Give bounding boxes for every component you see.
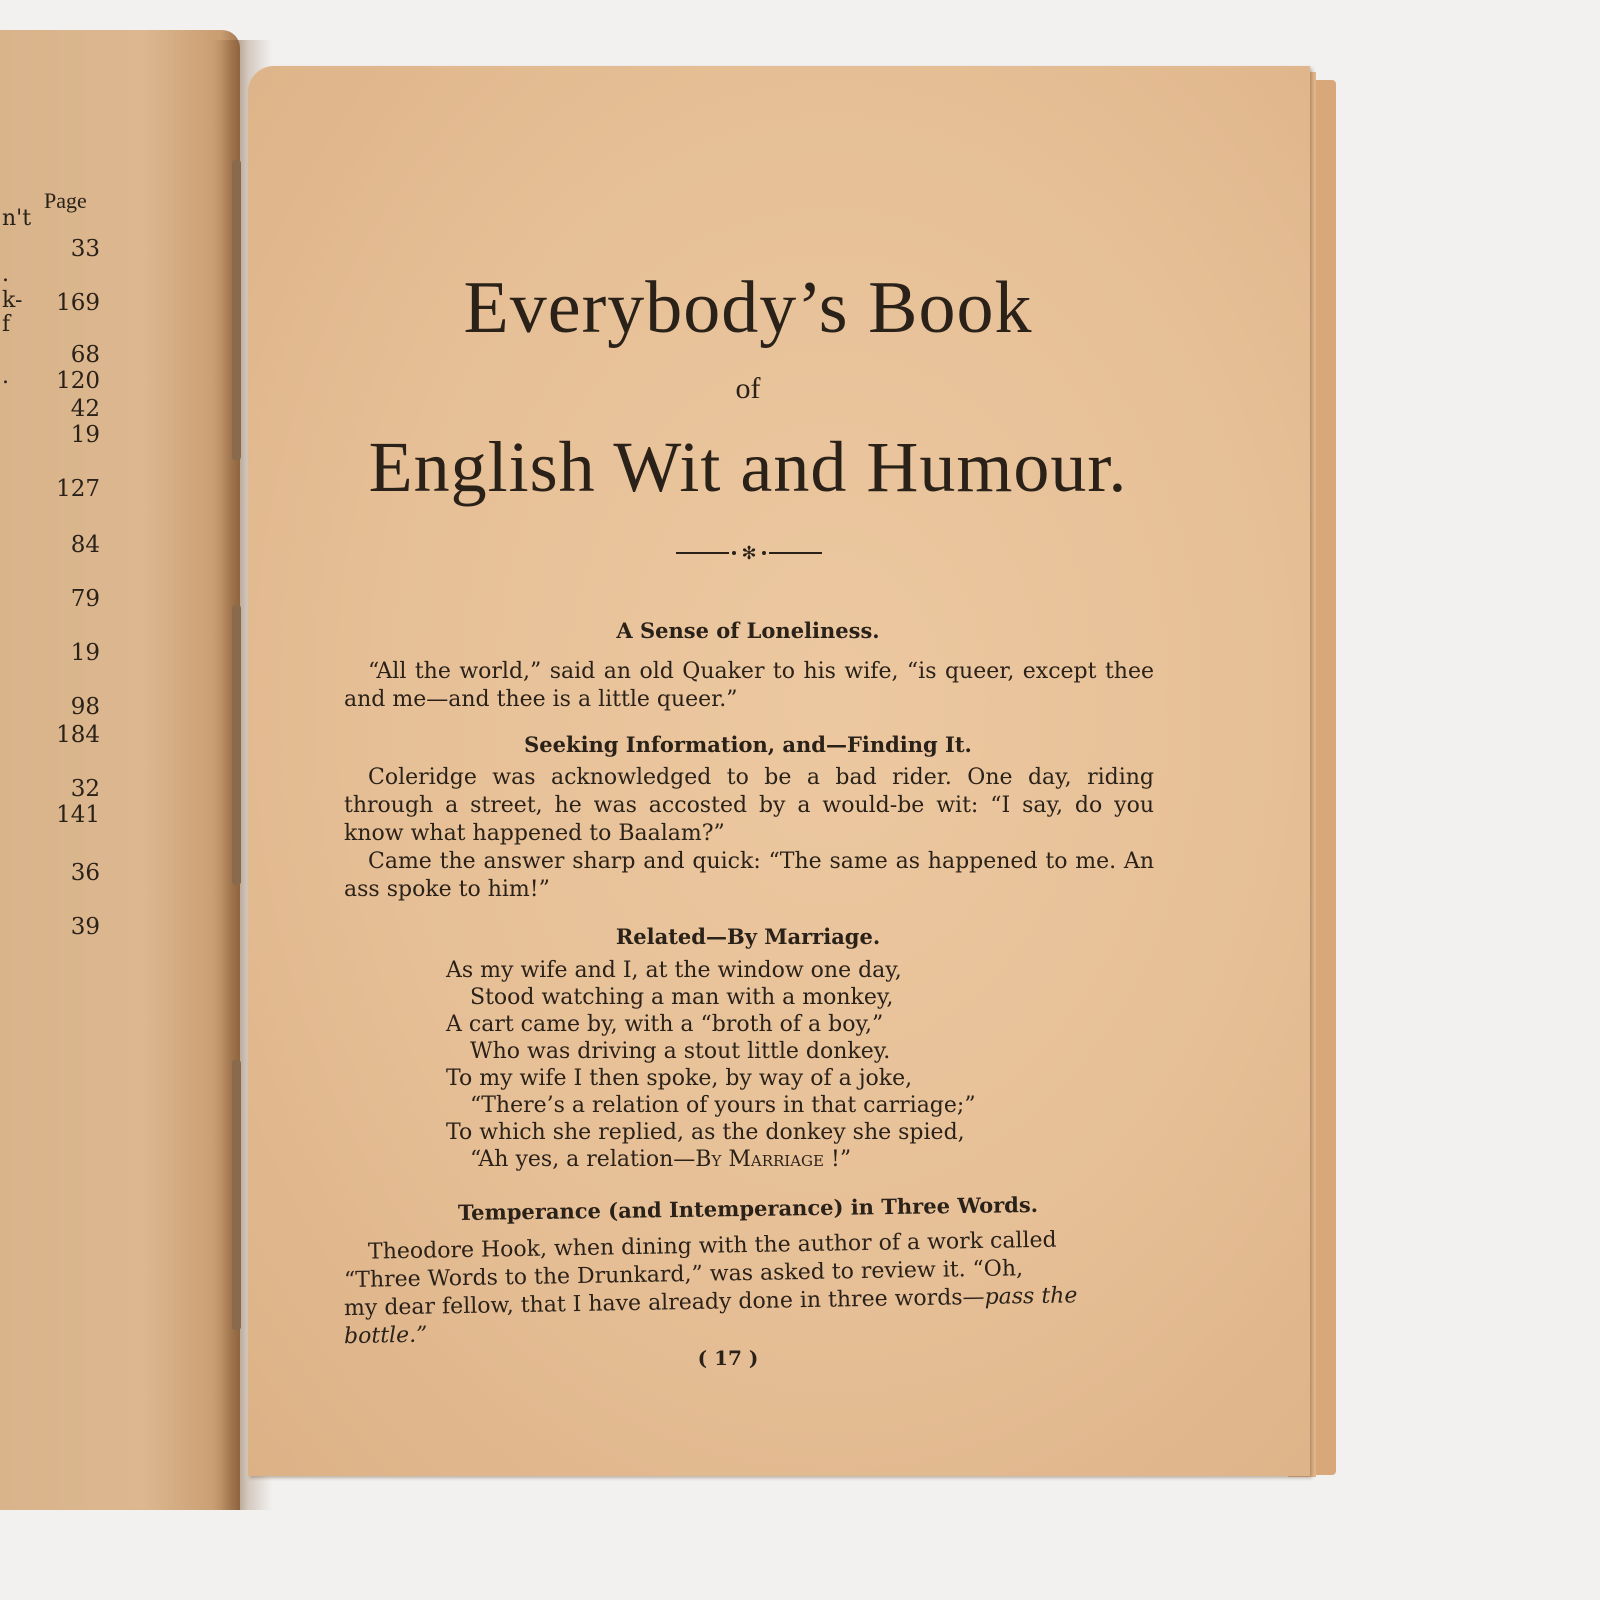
index-fragment: .	[2, 364, 9, 389]
verse-tail: !”	[830, 1147, 852, 1172]
verse-line: To which she replied, as the donkey she spied,	[446, 1120, 965, 1145]
verse-smallcaps: By Marriage	[695, 1147, 824, 1172]
verse-line: Stood watching a man with a monkey,	[470, 985, 894, 1010]
verse-line: To my wife I then spoke, by way of a joke,	[446, 1066, 913, 1091]
section-heading: Temperance (and Intemperance) in Three Words.	[457, 1191, 1039, 1226]
index-page-number: 141	[56, 802, 100, 828]
index-page-number: 19	[70, 422, 100, 448]
index-fragment: n't	[2, 206, 32, 231]
binding-stitch	[232, 605, 241, 885]
index-page-number: 68	[70, 342, 100, 368]
index-page-number: 184	[56, 722, 100, 748]
binding-stitch	[232, 160, 241, 460]
index-fragment: .	[2, 262, 9, 287]
index-page-number: 33	[70, 236, 100, 262]
paragraph-line: my dear fellow, that I have already done in three words—	[343, 1284, 985, 1322]
section-paragraph: Coleridge was acknowledged to be a bad rider. One day, riding through a street, he was accosted by a would-be wit: “I say, do you know what happened to Baalam?”	[344, 765, 1154, 846]
verse-line: “Ah yes, a relation—	[470, 1147, 696, 1172]
italic-phrase: pass the	[984, 1283, 1078, 1310]
section-heading: Seeking Information, and—Finding It.	[524, 732, 972, 757]
right-page	[248, 66, 1310, 1476]
verse-line: A cart came by, with a “broth of a boy,”	[446, 1012, 884, 1037]
section-heading: Related—By Marriage.	[615, 924, 881, 949]
svg-text:✻: ✻	[741, 543, 757, 564]
index-page-header: Page	[44, 188, 87, 213]
index-page-number: 42	[70, 396, 100, 422]
paragraph-line: “Three Words to the Drunkard,” was asked to review it. “Oh,	[343, 1256, 1024, 1294]
section-paragraph: Came the answer sharp and quick: “The same as happened to me. An ass spoke to him!”	[344, 849, 1154, 902]
index-fragment: k-	[2, 288, 23, 313]
binding-stitch	[232, 1060, 241, 1330]
book-title-of: of	[735, 372, 761, 405]
section-heading: A Sense of Loneliness.	[616, 618, 880, 643]
verse-line: “There’s a relation of yours in that carriage;”	[470, 1093, 976, 1118]
index-fragment: f	[2, 312, 11, 337]
index-page-number: 79	[70, 586, 100, 612]
index-page-number: 98	[70, 694, 100, 720]
index-page-number: 32	[70, 776, 100, 802]
index-page-number: 127	[56, 476, 100, 502]
book-subtitle: English Wit and Humour.	[368, 427, 1128, 507]
index-page-number: 39	[70, 914, 100, 940]
italic-phrase: bottle.”	[343, 1322, 428, 1350]
index-page-number: 169	[56, 290, 100, 316]
page-number: ( 17 )	[697, 1346, 759, 1370]
index-page-number: 84	[70, 532, 100, 558]
left-page	[0, 30, 240, 1510]
paragraph-line: Theodore Hook, when dining with the author of a work called	[367, 1227, 1057, 1265]
verse-line: Who was driving a stout little donkey.	[470, 1039, 891, 1064]
book-title: Everybody’s Book	[463, 267, 1033, 349]
index-page-number: 36	[70, 860, 100, 886]
section-paragraph: “All the world,” said an old Quaker to his wife, “is queer, except thee and me—and thee is a little queer.”	[344, 659, 1154, 712]
ornament-divider	[674, 538, 824, 568]
index-page-number: 19	[70, 640, 100, 666]
verse-line: As my wife and I, at the window one day,	[446, 958, 902, 983]
verse-line-last	[470, 1147, 851, 1172]
index-page-number: 120	[56, 368, 100, 394]
